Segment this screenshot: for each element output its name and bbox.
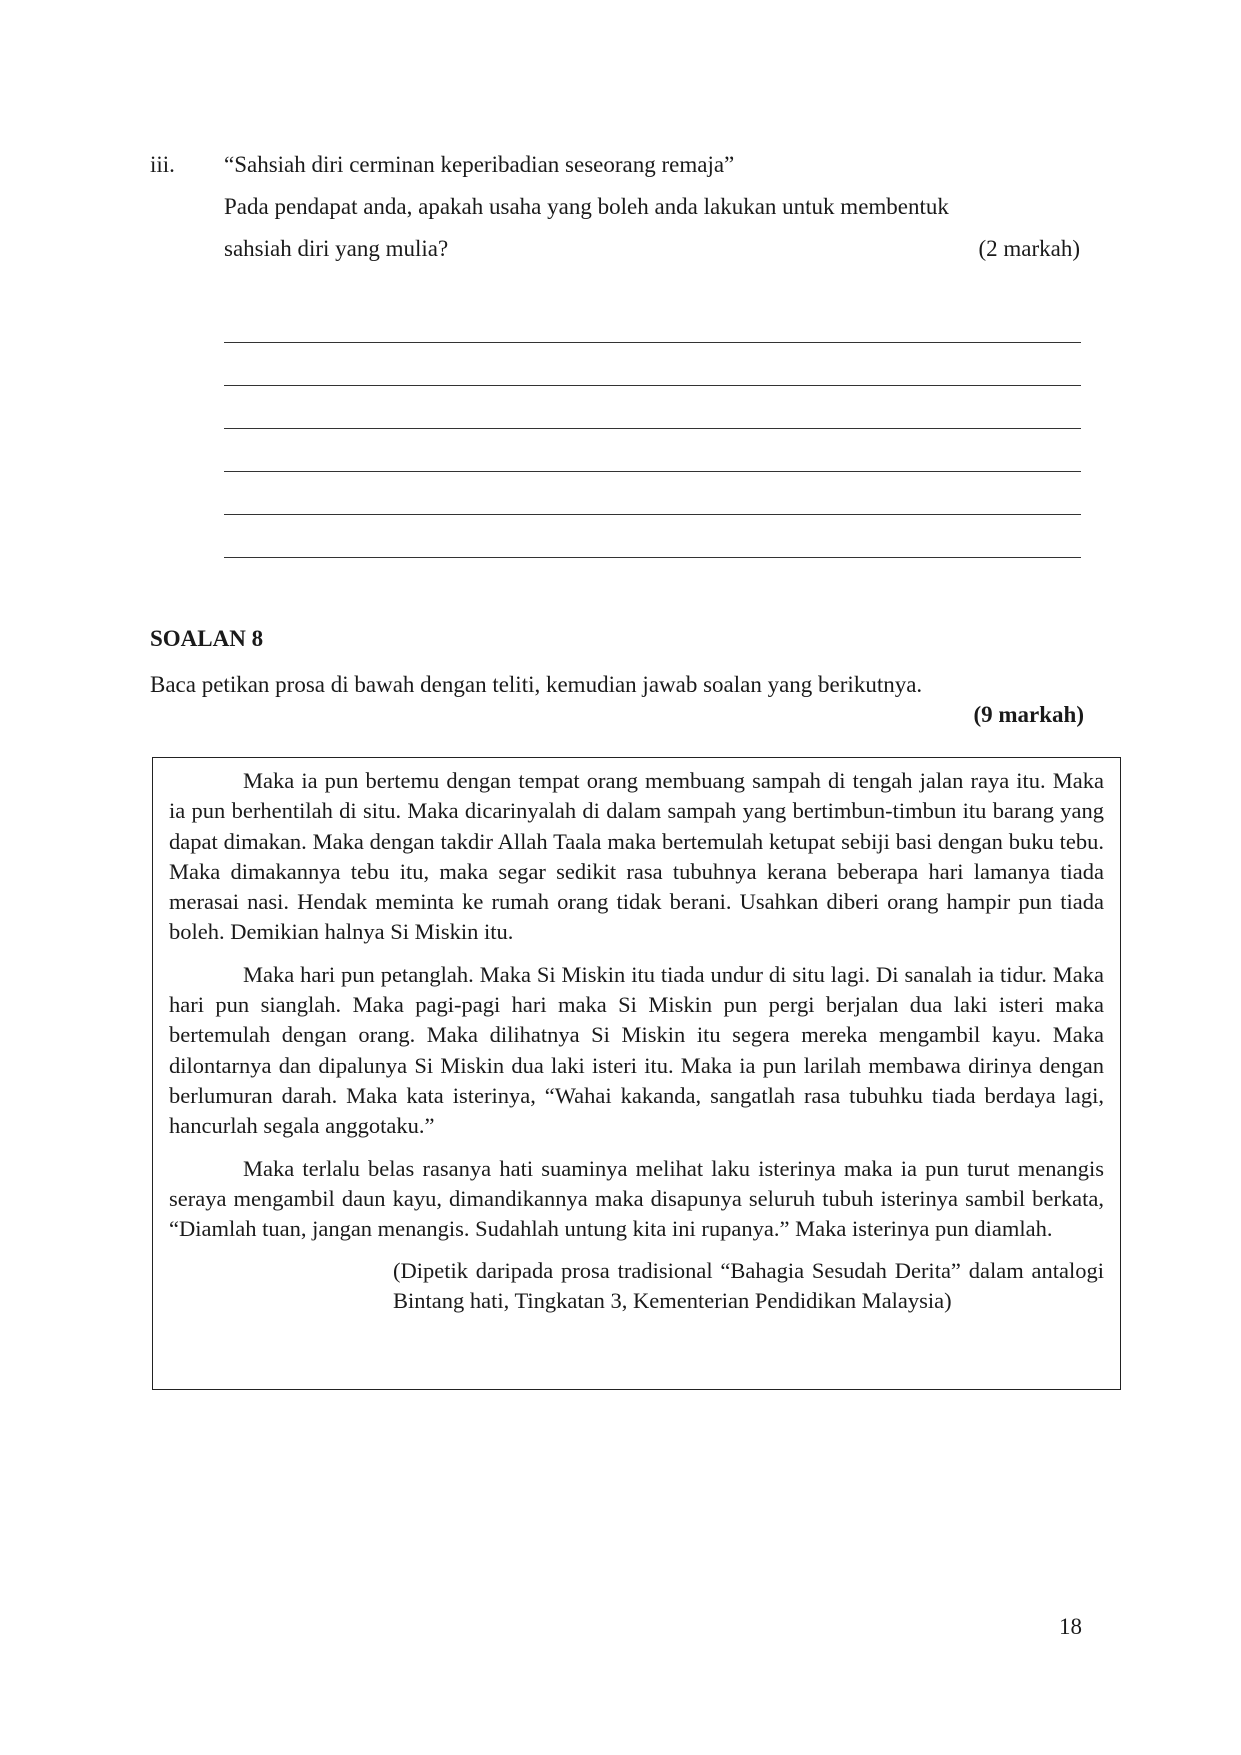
- section-title: SOALAN 8: [150, 626, 264, 651]
- answer-line[interactable]: [224, 300, 1081, 343]
- page-number: 18: [1059, 1614, 1082, 1639]
- answer-line[interactable]: [224, 343, 1081, 386]
- question-number: iii.: [150, 152, 175, 177]
- question-prompt-line-1: Pada pendapat anda, apakah usaha yang boleh anda lakukan untuk membentuk: [224, 194, 949, 219]
- answer-area[interactable]: [224, 300, 1081, 558]
- question-marks: (2 markah): [978, 236, 1080, 261]
- answer-line[interactable]: [224, 472, 1081, 515]
- question-quote: “Sahsiah diri cerminan keperibadian seseorang remaja”: [224, 152, 735, 177]
- answer-line[interactable]: [224, 386, 1081, 429]
- answer-line[interactable]: [224, 515, 1081, 558]
- passage-paragraph: Maka terlalu belas rasanya hati suaminya melihat laku isterinya maka ia pun turut menangis seraya mengambil daun kayu, dimandikannya maka disapunya seluruh tubuh isterinya sambil berkata, “Diamlah tuan, jangan menangis. Sudahlah untung kita ini rupanya.” Maka isterinya pun diamlah.: [169, 1155, 1104, 1242]
- question-prompt-line-2: sahsiah diri yang mulia?: [224, 236, 449, 261]
- section-instruction: Baca petikan prosa di bawah dengan teliti, kemudian jawab soalan yang berikutnya.: [150, 672, 923, 697]
- section-marks: (9 markah): [973, 702, 1084, 727]
- passage-citation: (Dipetik daripada prosa tradisional “Bahagia Sesudah Derita” dalam antalogi Bintang hati, Tingkatan 3, Kementerian Pendidikan Malaysia): [393, 1258, 1104, 1314]
- passage-paragraph: Maka hari pun petanglah. Maka Si Miskin itu tiada undur di situ lagi. Di sanalah ia tidur. Maka hari pun sianglah. Maka pagi-pagi hari maka Si Miskin pun pergi berjalan dua laki isteri maka bertemulah dengan orang. Maka dilihatnya Si Miskin itu segera mereka mengambil kayu. Maka dilontarnya dan dipalunya Si Miskin dua laki isteri itu. Maka ia pun larilah membawa dirinya dengan berlumuran darah. Maka kata isterinya, “Wahai kakanda, sangatlah rasa tubuhku tiada berdaya lagi, hancurlah segala anggotaku.”: [169, 961, 1104, 1139]
- answer-line[interactable]: [224, 429, 1081, 472]
- passage-paragraph: Maka ia pun bertemu dengan tempat orang membuang sampah di tengah jalan raya itu. Maka ia pun berhentilah di situ. Maka dicarinyalah di dalam sampah yang bertimbun-timbun itu barang yang dapat dimakan. Maka dengan takdir Allah Taala maka bertemulah ketupat sebiji basi dengan buku tebu. Maka dimakannya tebu itu, maka segar sedikit rasa tubuhnya kerana beberapa hari lamanya tiada merasai nasi. Hendak meminta ke rumah orang tidak berani. Usahkan diberi orang hampir pun tiada boleh. Demikian halnya Si Miskin itu.: [169, 768, 1104, 945]
- passage-box: [152, 757, 1121, 1390]
